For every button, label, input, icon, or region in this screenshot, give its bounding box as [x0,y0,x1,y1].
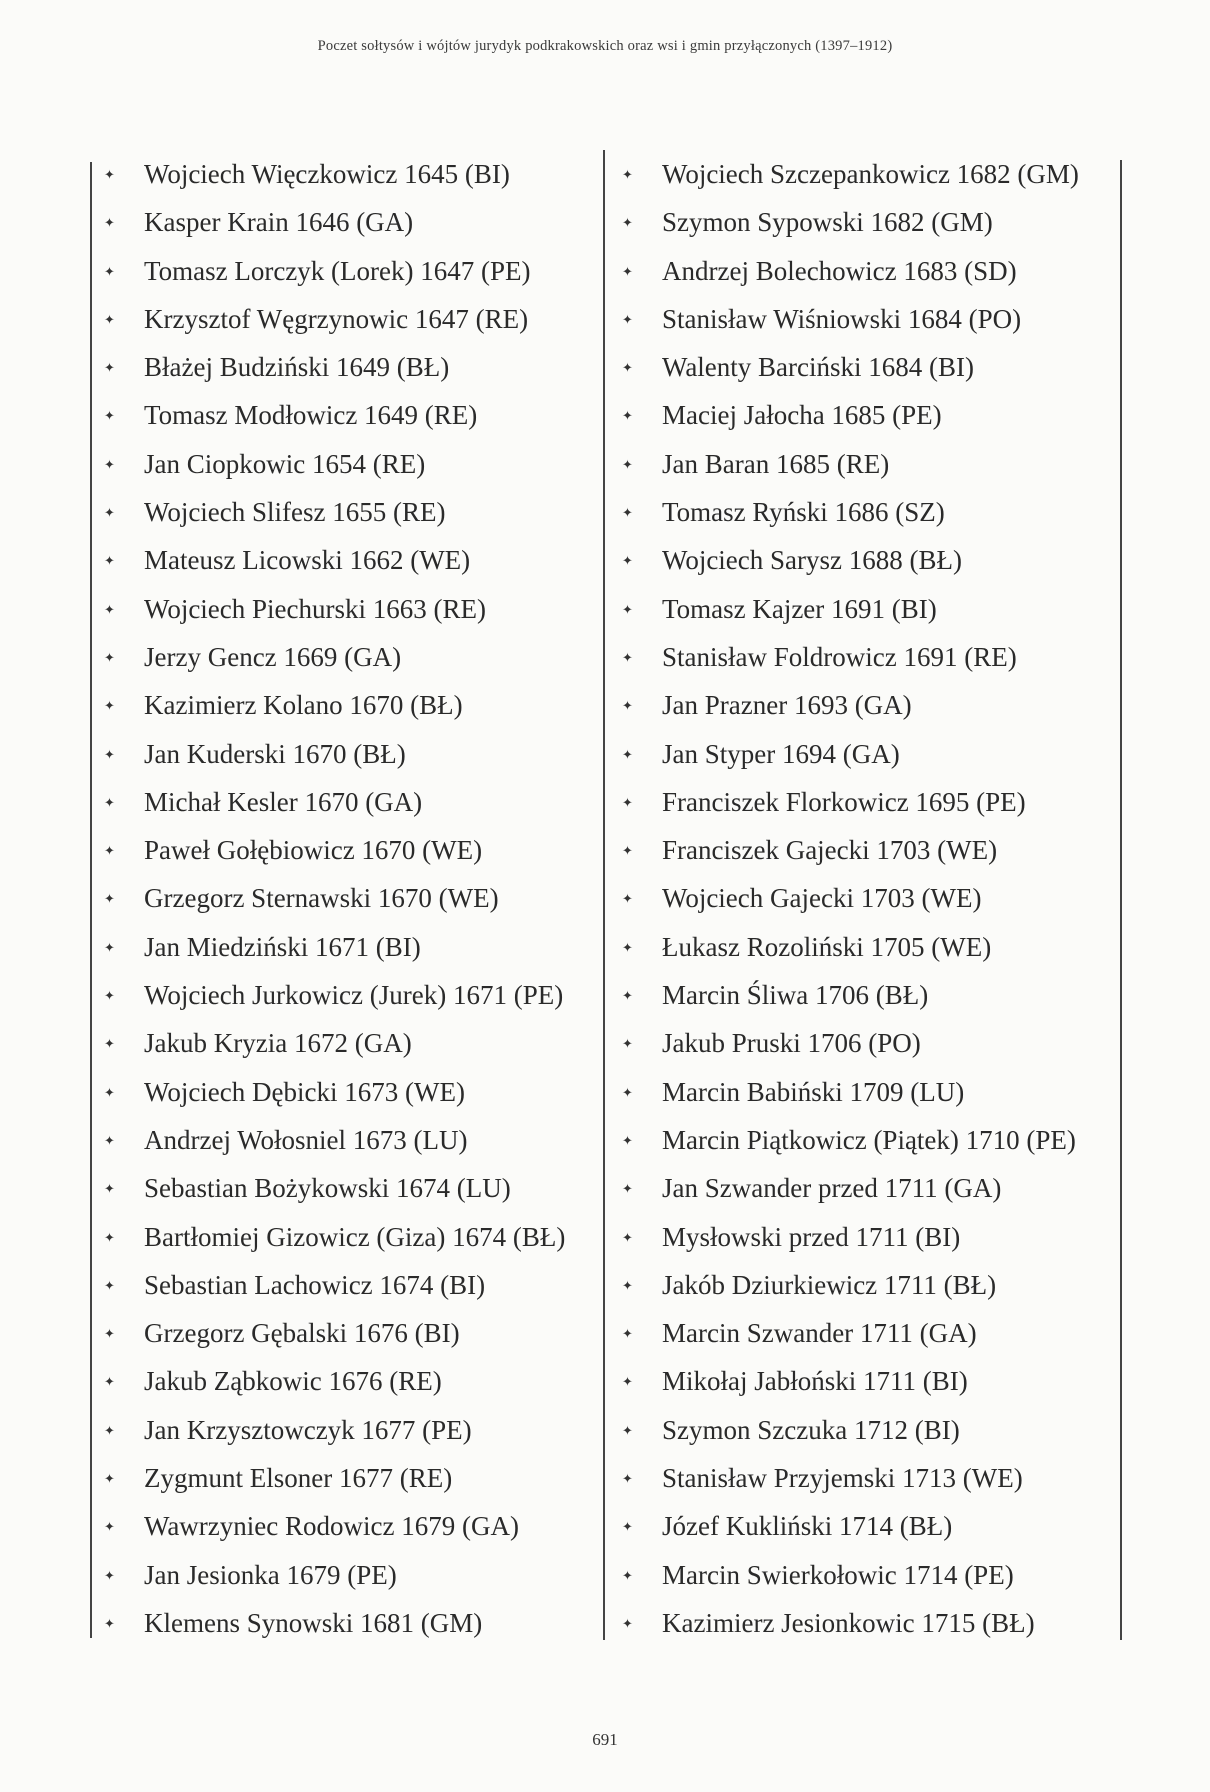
list-item [622,1313,1112,1361]
person-entry: Maciej Jałocha 1685 (PE) [662,400,942,431]
list-item [104,154,594,202]
person-entry: Wojciech Szczepankowicz 1682 (GM) [662,159,1079,189]
person-entry: Grzegorz Sternawski 1670 (WE) [144,883,499,914]
list-item [622,637,1112,685]
person-entry: Krzysztof Węgrzynowic 1647 (RE) [144,303,529,334]
bullet-icon: ✦ [104,1519,115,1535]
list-item [622,251,1112,299]
bullet-icon: ✦ [104,360,115,376]
person-entry: Mysłowski przed 1711 (BI) [662,1221,961,1252]
person-entry: Michał Kesler 1670 (GA) [144,786,423,817]
person-entry: Jan Baran 1685 (RE) [662,448,890,479]
list-item [104,1410,594,1458]
person-entry: Jan Ciopkowic 1654 (RE) [144,448,426,479]
list-item [622,734,1112,782]
list-item [104,1506,594,1554]
list-item [622,444,1112,492]
bullet-icon: ✦ [104,311,115,327]
list-item [104,734,594,782]
list-item [622,1603,1112,1651]
person-entry: Jakub Kryzia 1672 (GA) [144,1028,412,1059]
list-item [104,975,594,1023]
list-item [104,589,594,637]
bullet-icon: ✦ [622,553,633,569]
bullet-icon: ✦ [622,843,633,859]
list-item [104,927,594,975]
person-entry: Jan Styper 1694 (GA) [662,738,900,769]
list-item [622,540,1112,588]
person-entry: Stanisław Wiśniowski 1684 (PO) [662,303,1022,334]
list-item [104,251,594,299]
bullet-icon: ✦ [622,794,633,810]
person-entry: Marcin Śliwa 1706 (BŁ) [662,980,929,1011]
bullet-icon: ✦ [104,167,115,182]
bullet-icon: ✦ [622,1084,633,1100]
person-entry: Jakób Dziurkiewicz 1711 (BŁ) [662,1269,997,1300]
bullet-icon: ✦ [104,1471,115,1487]
bullet-icon: ✦ [622,1181,633,1197]
list-item [104,395,594,443]
bullet-icon: ✦ [622,649,633,665]
bullet-icon: ✦ [104,843,115,859]
person-entry: Franciszek Gajecki 1703 (WE) [662,835,998,866]
list-item [622,1265,1112,1313]
list-item [622,1168,1112,1216]
person-entry: Andrzej Wołosniel 1673 (LU) [144,1124,468,1155]
bullet-icon: ✦ [622,1471,633,1487]
person-entry: Jakub Ząbkowic 1676 (RE) [144,1366,442,1397]
bullet-icon: ✦ [104,408,115,424]
bullet-icon: ✦ [622,263,633,279]
bullet-icon: ✦ [622,1374,633,1390]
person-entry: Wojciech Dębicki 1673 (WE) [144,1076,465,1107]
bullet-icon: ✦ [622,311,633,327]
person-entry: Jan Kuderski 1670 (BŁ) [144,738,406,769]
list-item [104,202,594,250]
list-item [104,637,594,685]
list-item [104,1072,594,1120]
list-item [104,1168,594,1216]
person-entry: Klemens Synowski 1681 (GM) [144,1607,483,1638]
list-item [104,782,594,830]
list-item [622,202,1112,250]
person-entry: Kazimierz Kolano 1670 (BŁ) [144,690,463,721]
list-item [622,299,1112,347]
bullet-icon: ✦ [104,698,115,714]
list-item [104,1217,594,1265]
person-entry: Jan Jesionka 1679 (PE) [144,1559,397,1590]
list-item [622,782,1112,830]
bullet-icon: ✦ [622,939,633,955]
list-item [622,878,1112,926]
person-entry: Sebastian Bożykowski 1674 (LU) [144,1173,511,1204]
bullet-icon: ✦ [104,1132,115,1148]
bullet-icon: ✦ [104,456,115,472]
list-item [104,1120,594,1168]
list-item [104,1361,594,1409]
person-entry: Błażej Budziński 1649 (BŁ) [144,352,450,383]
bullet-icon: ✦ [622,1615,633,1631]
bullet-icon: ✦ [104,746,115,762]
bullet-icon: ✦ [622,891,633,907]
list-item [104,1458,594,1506]
right-name-list [622,154,1112,1651]
person-entry: Tomasz Kajzer 1691 (BI) [662,593,937,624]
person-entry: Marcin Babiński 1709 (LU) [662,1076,965,1107]
person-entry: Tomasz Lorczyk (Lorek) 1647 (PE) [144,255,531,286]
left-name-list [104,154,594,1651]
bullet-icon: ✦ [104,939,115,955]
person-entry: Józef Kukliński 1714 (BŁ) [662,1511,953,1542]
list-item [622,830,1112,878]
center-column-rule [603,150,605,1640]
bullet-icon: ✦ [622,988,633,1004]
bullet-icon: ✦ [622,167,633,182]
bullet-icon: ✦ [104,1422,115,1438]
list-item [622,1361,1112,1409]
person-entry: Grzegorz Gębalski 1676 (BI) [144,1318,460,1349]
person-entry: Jan Krzysztowczyk 1677 (PE) [144,1414,472,1445]
bullet-icon: ✦ [104,891,115,907]
person-entry: Szymon Sypowski 1682 (GM) [662,207,993,238]
person-entry: Wojciech Piechurski 1663 (RE) [144,593,486,624]
person-entry: Andrzej Bolechowicz 1683 (SD) [662,255,1017,286]
bullet-icon: ✦ [622,698,633,714]
person-entry: Łukasz Rozoliński 1705 (WE) [662,931,992,962]
bullet-icon: ✦ [104,1567,115,1583]
bullet-icon: ✦ [622,1036,633,1052]
list-item [104,1265,594,1313]
bullet-icon: ✦ [104,1036,115,1052]
person-entry: Sebastian Lachowicz 1674 (BI) [144,1269,486,1300]
list-item [104,830,594,878]
bullet-icon: ✦ [104,215,115,231]
list-item [622,1120,1112,1168]
list-item [622,347,1112,395]
list-item [104,878,594,926]
person-entry: Paweł Gołębiowicz 1670 (WE) [144,835,483,866]
list-item [622,1072,1112,1120]
list-item [622,975,1112,1023]
bullet-icon: ✦ [104,1374,115,1390]
list-item [104,444,594,492]
bullet-icon: ✦ [622,1326,633,1342]
person-entry: Wojciech Sarysz 1688 (BŁ) [662,545,962,576]
list-item [622,589,1112,637]
list-item [622,1555,1112,1603]
list-item [622,1217,1112,1265]
person-entry: Kazimierz Jesionkowic 1715 (BŁ) [662,1607,1035,1638]
bullet-icon: ✦ [104,505,115,521]
list-item [622,1023,1112,1071]
list-item [622,1458,1112,1506]
bullet-icon: ✦ [622,1277,633,1293]
left-column-rule [90,162,92,1638]
list-item [104,1023,594,1071]
bullet-icon: ✦ [622,360,633,376]
person-entry: Jan Miedziński 1671 (BI) [144,931,421,962]
bullet-icon: ✦ [104,1326,115,1342]
list-item [104,1555,594,1603]
bullet-icon: ✦ [622,1422,633,1438]
bullet-icon: ✦ [622,408,633,424]
list-item [104,1603,594,1651]
list-item [622,395,1112,443]
person-entry: Jerzy Gencz 1669 (GA) [144,641,402,672]
person-entry: Wojciech Gajecki 1703 (WE) [662,883,982,914]
person-entry: Zygmunt Elsoner 1677 (RE) [144,1463,453,1494]
list-item [622,1506,1112,1554]
page-number: 691 [592,1730,618,1749]
list-item [622,154,1112,202]
person-entry: Wojciech Jurkowicz (Jurek) 1671 (PE) [144,980,564,1011]
bullet-icon: ✦ [622,1229,633,1245]
person-entry: Stanisław Foldrowicz 1691 (RE) [662,641,1017,672]
bullet-icon: ✦ [104,1084,115,1100]
bullet-icon: ✦ [104,1277,115,1293]
person-entry: Marcin Swierkołowic 1714 (PE) [662,1559,1014,1590]
bullet-icon: ✦ [104,1229,115,1245]
person-entry: Jan Szwander przed 1711 (GA) [662,1173,1002,1204]
bullet-icon: ✦ [104,1615,115,1631]
list-item [104,347,594,395]
bullet-icon: ✦ [104,988,115,1004]
list-item [622,685,1112,733]
bullet-icon: ✦ [622,505,633,521]
bullet-icon: ✦ [622,746,633,762]
bullet-icon: ✦ [104,553,115,569]
bullet-icon: ✦ [622,1519,633,1535]
person-entry: Walenty Barciński 1684 (BI) [662,352,975,383]
right-column-rule [1120,160,1122,1640]
list-item [104,492,594,540]
running-header: Poczet sołtysów i wójtów jurydyk podkrakowskich oraz wsi i gmin przyłączonych (1397–1912) [317,38,893,54]
list-item [104,1313,594,1361]
person-entry: Wojciech Slifesz 1655 (RE) [144,497,446,528]
bullet-icon: ✦ [104,1181,115,1197]
list-item [104,299,594,347]
list-item [104,685,594,733]
bullet-icon: ✦ [104,601,115,617]
person-entry: Mikołaj Jabłoński 1711 (BI) [662,1366,968,1397]
person-entry: Bartłomiej Gizowicz (Giza) 1674 (BŁ) [144,1221,566,1252]
person-entry: Kasper Krain 1646 (GA) [144,207,414,238]
person-entry: Marcin Piątkowicz (Piątek) 1710 (PE) [662,1124,1076,1155]
person-entry: Wawrzyniec Rodowicz 1679 (GA) [144,1511,519,1542]
bullet-icon: ✦ [622,1567,633,1583]
person-entry: Jan Prazner 1693 (GA) [662,690,912,721]
bullet-icon: ✦ [104,649,115,665]
bullet-icon: ✦ [622,1132,633,1148]
person-entry: Jakub Pruski 1706 (PO) [662,1028,921,1059]
list-item [622,492,1112,540]
person-entry: Mateusz Licowski 1662 (WE) [144,545,471,576]
person-entry: Tomasz Modłowicz 1649 (RE) [144,400,478,431]
list-item [104,540,594,588]
list-item [622,1410,1112,1458]
bullet-icon: ✦ [622,601,633,617]
bullet-icon: ✦ [104,794,115,810]
person-entry: Szymon Szczuka 1712 (BI) [662,1414,960,1445]
person-entry: Marcin Szwander 1711 (GA) [662,1318,977,1349]
person-entry: Wojciech Więczkowicz 1645 (BI) [144,159,510,189]
person-entry: Tomasz Ryński 1686 (SZ) [662,497,945,528]
list-item [622,927,1112,975]
bullet-icon: ✦ [622,215,633,231]
bullet-icon: ✦ [622,456,633,472]
person-entry: Stanisław Przyjemski 1713 (WE) [662,1463,1023,1494]
person-entry: Franciszek Florkowicz 1695 (PE) [662,786,1026,817]
bullet-icon: ✦ [104,263,115,279]
